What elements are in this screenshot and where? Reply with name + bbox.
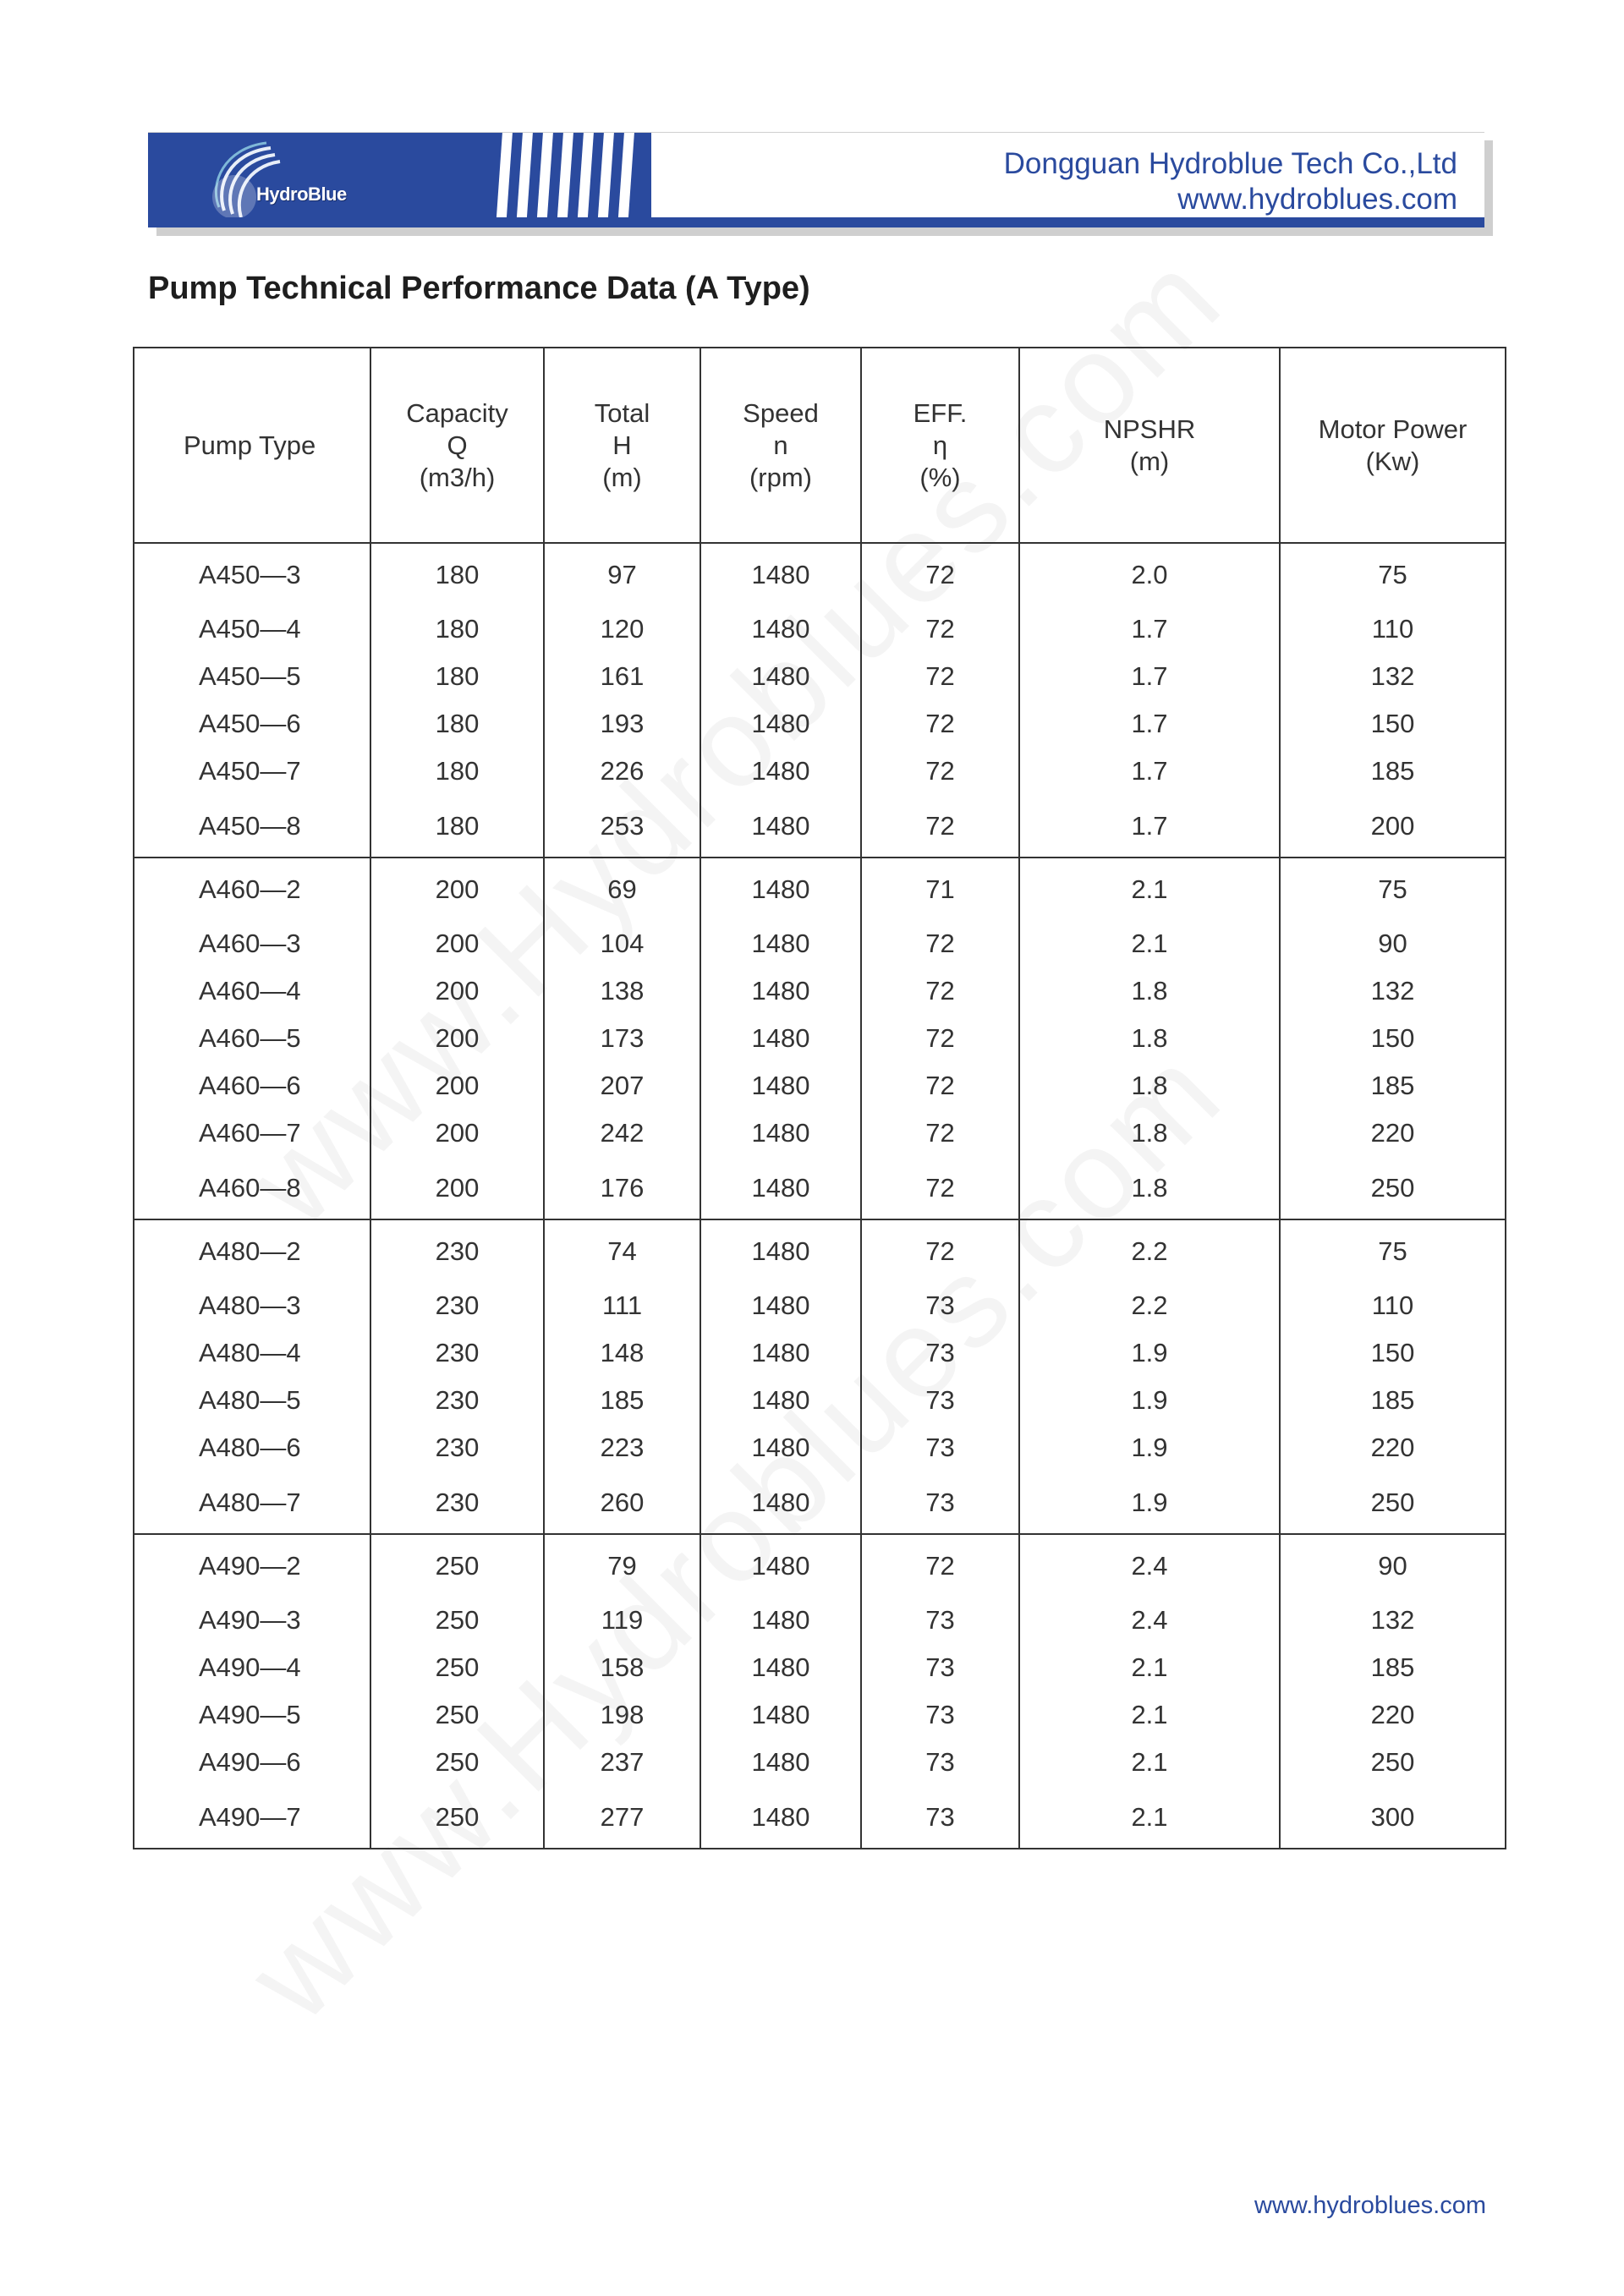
performance-table — [133, 347, 1506, 1849]
cell-efficiency: 72 — [861, 1110, 1019, 1157]
cell-npshr: 1.9 — [1019, 1377, 1280, 1424]
table-row — [134, 1644, 1506, 1691]
cell-total-head: 148 — [544, 1329, 700, 1377]
cell-capacity: 180 — [370, 700, 544, 748]
cell-speed: 1480 — [700, 1471, 861, 1534]
cell-efficiency: 72 — [861, 653, 1019, 700]
cell-motor-power: 185 — [1280, 1062, 1506, 1110]
table-row — [134, 1691, 1506, 1739]
cell-speed: 1480 — [700, 858, 861, 920]
cell-motor-power: 150 — [1280, 1329, 1506, 1377]
table-row — [134, 1329, 1506, 1377]
header-banner — [148, 132, 1484, 227]
table-row — [134, 748, 1506, 795]
cell-npshr: 1.9 — [1019, 1329, 1280, 1377]
cell-pump-type: A460—8 — [134, 1157, 370, 1219]
cell-speed: 1480 — [700, 1062, 861, 1110]
table-row — [134, 1534, 1506, 1597]
cell-efficiency: 73 — [861, 1691, 1019, 1739]
table-row — [134, 1739, 1506, 1786]
cell-npshr: 2.1 — [1019, 920, 1280, 967]
cell-pump-type: A450—6 — [134, 700, 370, 748]
table-row — [134, 1219, 1506, 1282]
header-stripes — [499, 133, 668, 227]
cell-pump-type: A460—4 — [134, 967, 370, 1015]
cell-motor-power: 75 — [1280, 1219, 1506, 1282]
cell-motor-power: 185 — [1280, 1377, 1506, 1424]
cell-npshr: 2.0 — [1019, 543, 1280, 606]
cell-pump-type: A450—7 — [134, 748, 370, 795]
header-line: Q — [447, 430, 468, 460]
cell-efficiency: 72 — [861, 1062, 1019, 1110]
cell-efficiency: 73 — [861, 1644, 1019, 1691]
cell-efficiency: 73 — [861, 1424, 1019, 1471]
cell-npshr: 2.1 — [1019, 1786, 1280, 1849]
cell-efficiency: 72 — [861, 967, 1019, 1015]
cell-capacity: 180 — [370, 606, 544, 653]
cell-efficiency: 73 — [861, 1471, 1019, 1534]
cell-efficiency: 72 — [861, 1219, 1019, 1282]
cell-motor-power: 110 — [1280, 606, 1506, 653]
cell-capacity: 230 — [370, 1377, 544, 1424]
cell-speed: 1480 — [700, 967, 861, 1015]
header-line: Capacity — [406, 397, 508, 428]
cell-motor-power: 110 — [1280, 1282, 1506, 1329]
cell-motor-power: 300 — [1280, 1786, 1506, 1849]
cell-motor-power: 150 — [1280, 1015, 1506, 1062]
header-line: NPSHR — [1103, 414, 1196, 444]
logo-text: HydroBlue — [256, 184, 347, 205]
table-row — [134, 543, 1506, 606]
cell-speed: 1480 — [700, 1597, 861, 1644]
cell-npshr: 1.7 — [1019, 653, 1280, 700]
table-row — [134, 1282, 1506, 1329]
cell-capacity: 230 — [370, 1219, 544, 1282]
table-row — [134, 1471, 1506, 1534]
cell-total-head: 223 — [544, 1424, 700, 1471]
cell-capacity: 230 — [370, 1471, 544, 1534]
cell-speed: 1480 — [700, 1219, 861, 1282]
cell-motor-power: 220 — [1280, 1691, 1506, 1739]
cell-efficiency: 72 — [861, 795, 1019, 858]
cell-total-head: 104 — [544, 920, 700, 967]
table-row — [134, 606, 1506, 653]
cell-pump-type: A450—4 — [134, 606, 370, 653]
table-row — [134, 1015, 1506, 1062]
header-line: Motor Power — [1318, 414, 1468, 444]
cell-capacity: 200 — [370, 1157, 544, 1219]
cell-capacity: 180 — [370, 653, 544, 700]
cell-pump-type: A480—3 — [134, 1282, 370, 1329]
table-row — [134, 1597, 1506, 1644]
cell-motor-power: 132 — [1280, 653, 1506, 700]
table-row — [134, 1377, 1506, 1424]
table-row — [134, 1062, 1506, 1110]
cell-total-head: 158 — [544, 1644, 700, 1691]
cell-speed: 1480 — [700, 1644, 861, 1691]
header-line: η — [932, 430, 948, 460]
cell-pump-type: A490—4 — [134, 1644, 370, 1691]
cell-npshr: 2.2 — [1019, 1282, 1280, 1329]
cell-pump-type: A450—3 — [134, 543, 370, 606]
cell-pump-type: A460—2 — [134, 858, 370, 920]
cell-efficiency: 73 — [861, 1786, 1019, 1849]
cell-capacity: 250 — [370, 1786, 544, 1849]
cell-efficiency: 72 — [861, 1157, 1019, 1219]
header-line: (m) — [1129, 446, 1170, 476]
header-total-head — [544, 348, 700, 543]
cell-npshr: 1.7 — [1019, 748, 1280, 795]
cell-motor-power: 185 — [1280, 748, 1506, 795]
cell-total-head: 119 — [544, 1597, 700, 1644]
cell-speed: 1480 — [700, 795, 861, 858]
cell-motor-power: 250 — [1280, 1471, 1506, 1534]
logo-swirl-icon — [190, 136, 326, 227]
cell-total-head: 74 — [544, 1219, 700, 1282]
table-row — [134, 1424, 1506, 1471]
cell-motor-power: 90 — [1280, 920, 1506, 967]
table-row — [134, 967, 1506, 1015]
cell-capacity: 180 — [370, 748, 544, 795]
cell-pump-type: A480—7 — [134, 1471, 370, 1534]
cell-total-head: 173 — [544, 1015, 700, 1062]
header-line: (m3/h) — [419, 462, 496, 492]
cell-total-head: 226 — [544, 748, 700, 795]
company-website[interactable]: www.hydroblues.com — [1177, 183, 1457, 216]
cell-total-head: 253 — [544, 795, 700, 858]
cell-capacity: 180 — [370, 795, 544, 858]
cell-total-head: 242 — [544, 1110, 700, 1157]
cell-pump-type: A490—2 — [134, 1534, 370, 1597]
header-capacity — [370, 348, 544, 543]
cell-npshr: 2.1 — [1019, 1644, 1280, 1691]
cell-pump-type: A490—6 — [134, 1739, 370, 1786]
cell-capacity: 200 — [370, 1062, 544, 1110]
cell-efficiency: 72 — [861, 748, 1019, 795]
cell-capacity: 200 — [370, 1015, 544, 1062]
cell-speed: 1480 — [700, 543, 861, 606]
cell-speed: 1480 — [700, 1015, 861, 1062]
cell-total-head: 277 — [544, 1786, 700, 1849]
header-line: n — [773, 430, 788, 460]
cell-capacity: 250 — [370, 1597, 544, 1644]
cell-npshr: 1.8 — [1019, 1110, 1280, 1157]
table-body — [134, 543, 1506, 1849]
cell-npshr: 2.4 — [1019, 1597, 1280, 1644]
company-info — [1004, 146, 1457, 217]
table-row — [134, 700, 1506, 748]
company-name: Dongguan Hydroblue Tech Co.,Ltd — [1003, 147, 1457, 180]
cell-motor-power: 90 — [1280, 1534, 1506, 1597]
header-line: (rpm) — [749, 462, 813, 492]
cell-speed: 1480 — [700, 1739, 861, 1786]
cell-capacity: 200 — [370, 858, 544, 920]
cell-motor-power: 250 — [1280, 1739, 1506, 1786]
cell-total-head: 97 — [544, 543, 700, 606]
header-speed — [700, 348, 861, 543]
cell-npshr: 1.8 — [1019, 1062, 1280, 1110]
cell-npshr: 1.7 — [1019, 606, 1280, 653]
footer-website[interactable]: www.hydroblues.com — [1254, 2192, 1486, 2219]
cell-pump-type: A480—4 — [134, 1329, 370, 1377]
table-row — [134, 653, 1506, 700]
cell-speed: 1480 — [700, 653, 861, 700]
cell-pump-type: A490—7 — [134, 1786, 370, 1849]
cell-speed: 1480 — [700, 1110, 861, 1157]
cell-npshr: 2.1 — [1019, 1691, 1280, 1739]
cell-efficiency: 73 — [861, 1329, 1019, 1377]
cell-speed: 1480 — [700, 1329, 861, 1377]
table-row — [134, 1786, 1506, 1849]
cell-capacity: 250 — [370, 1534, 544, 1597]
cell-pump-type: A480—6 — [134, 1424, 370, 1471]
cell-npshr: 1.8 — [1019, 1015, 1280, 1062]
cell-motor-power: 132 — [1280, 967, 1506, 1015]
cell-capacity: 230 — [370, 1424, 544, 1471]
cell-total-head: 120 — [544, 606, 700, 653]
hydroblue-logo — [190, 136, 347, 227]
cell-pump-type: A460—3 — [134, 920, 370, 967]
cell-npshr: 2.1 — [1019, 1739, 1280, 1786]
cell-speed: 1480 — [700, 606, 861, 653]
cell-capacity: 250 — [370, 1644, 544, 1691]
table-row — [134, 920, 1506, 967]
cell-total-head: 161 — [544, 653, 700, 700]
cell-total-head: 176 — [544, 1157, 700, 1219]
table-row — [134, 1157, 1506, 1219]
cell-motor-power: 75 — [1280, 543, 1506, 606]
cell-capacity: 180 — [370, 543, 544, 606]
header-efficiency — [861, 348, 1019, 543]
cell-motor-power: 150 — [1280, 700, 1506, 748]
header-pump-type — [134, 348, 370, 543]
header-line: (%) — [919, 462, 961, 492]
header-underline — [148, 217, 1484, 227]
cell-total-head: 79 — [544, 1534, 700, 1597]
cell-total-head: 207 — [544, 1062, 700, 1110]
cell-efficiency: 73 — [861, 1597, 1019, 1644]
header-line: Speed — [743, 397, 819, 428]
cell-capacity: 200 — [370, 1110, 544, 1157]
cell-efficiency: 73 — [861, 1377, 1019, 1424]
header-line: (Kw) — [1365, 446, 1420, 476]
cell-capacity: 230 — [370, 1282, 544, 1329]
cell-speed: 1480 — [700, 748, 861, 795]
cell-pump-type: A480—5 — [134, 1377, 370, 1424]
table-row — [134, 795, 1506, 858]
cell-total-head: 198 — [544, 1691, 700, 1739]
header-line: EFF. — [913, 397, 968, 428]
cell-pump-type: A450—8 — [134, 795, 370, 858]
cell-efficiency: 73 — [861, 1282, 1019, 1329]
cell-npshr: 1.7 — [1019, 700, 1280, 748]
cell-speed: 1480 — [700, 1534, 861, 1597]
cell-speed: 1480 — [700, 1157, 861, 1219]
cell-pump-type: A450—5 — [134, 653, 370, 700]
cell-efficiency: 72 — [861, 1015, 1019, 1062]
cell-motor-power: 220 — [1280, 1424, 1506, 1471]
table-row — [134, 1110, 1506, 1157]
cell-speed: 1480 — [700, 1282, 861, 1329]
cell-capacity: 200 — [370, 967, 544, 1015]
cell-motor-power: 250 — [1280, 1157, 1506, 1219]
cell-speed: 1480 — [700, 1377, 861, 1424]
cell-motor-power: 75 — [1280, 858, 1506, 920]
header-motor-power — [1280, 348, 1506, 543]
cell-efficiency: 72 — [861, 1534, 1019, 1597]
cell-npshr: 1.8 — [1019, 1157, 1280, 1219]
cell-pump-type: A460—6 — [134, 1062, 370, 1110]
cell-npshr: 1.9 — [1019, 1471, 1280, 1534]
table-row — [134, 858, 1506, 920]
cell-efficiency: 71 — [861, 858, 1019, 920]
cell-capacity: 230 — [370, 1329, 544, 1377]
cell-npshr: 2.2 — [1019, 1219, 1280, 1282]
cell-efficiency: 73 — [861, 1739, 1019, 1786]
cell-pump-type: A490—3 — [134, 1597, 370, 1644]
header-line: (m) — [602, 462, 642, 492]
header-line: H — [612, 430, 632, 460]
cell-pump-type: A490—5 — [134, 1691, 370, 1739]
cell-total-head: 237 — [544, 1739, 700, 1786]
cell-capacity: 200 — [370, 920, 544, 967]
header-npshr — [1019, 348, 1280, 543]
cell-motor-power: 132 — [1280, 1597, 1506, 1644]
cell-npshr: 1.8 — [1019, 967, 1280, 1015]
cell-efficiency: 72 — [861, 543, 1019, 606]
cell-pump-type: A460—5 — [134, 1015, 370, 1062]
cell-efficiency: 72 — [861, 606, 1019, 653]
cell-efficiency: 72 — [861, 700, 1019, 748]
cell-efficiency: 72 — [861, 920, 1019, 967]
cell-motor-power: 185 — [1280, 1644, 1506, 1691]
cell-total-head: 111 — [544, 1282, 700, 1329]
cell-speed: 1480 — [700, 700, 861, 748]
cell-total-head: 138 — [544, 967, 700, 1015]
header-line: Total — [594, 397, 650, 428]
cell-npshr: 1.7 — [1019, 795, 1280, 858]
cell-speed: 1480 — [700, 1786, 861, 1849]
cell-total-head: 260 — [544, 1471, 700, 1534]
cell-pump-type: A460—7 — [134, 1110, 370, 1157]
cell-pump-type: A480—2 — [134, 1219, 370, 1282]
cell-speed: 1480 — [700, 920, 861, 967]
header-line: Pump Type — [184, 430, 316, 460]
cell-capacity: 250 — [370, 1691, 544, 1739]
page-title: Pump Technical Performance Data (A Type) — [148, 271, 810, 306]
cell-total-head: 193 — [544, 700, 700, 748]
cell-speed: 1480 — [700, 1691, 861, 1739]
cell-total-head: 69 — [544, 858, 700, 920]
cell-capacity: 250 — [370, 1739, 544, 1786]
cell-speed: 1480 — [700, 1424, 861, 1471]
cell-npshr: 2.1 — [1019, 858, 1280, 920]
cell-motor-power: 200 — [1280, 795, 1506, 858]
cell-total-head: 185 — [544, 1377, 700, 1424]
cell-npshr: 1.9 — [1019, 1424, 1280, 1471]
cell-motor-power: 220 — [1280, 1110, 1506, 1157]
table-header-row — [134, 348, 1506, 543]
cell-npshr: 2.4 — [1019, 1534, 1280, 1597]
